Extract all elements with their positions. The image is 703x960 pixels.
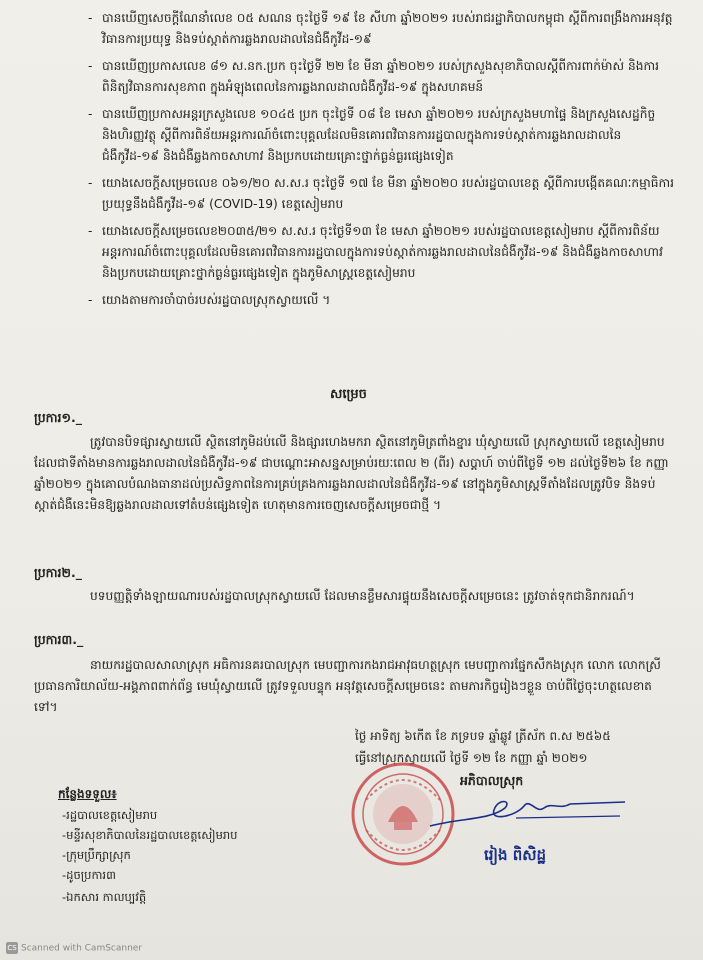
camscanner-logo-icon: CS: [7, 944, 17, 952]
article-3-body: នាយករដ្ឋបាលសាលាស្រុក អធិការនគរបាលស្រុក មេបញ្ជាការកងរាជអាវុធហត្ថស្រុក មេបញ្ជាការផ្នែកសឹកងស្រុក លោក លោកស្រី ប្រធានការិយាល័យ-អង្គភាពពាក់ព័ន្ធ មេឃុំស្វាយលើ ត្រូវទទួលបន្ទុក អនុវត្តសេចក្តីសម្រេចនេះ តាមភារកិច្ចរៀងៗខ្លួន ចាប់ពីថ្ងៃចុះហត្ថលេខាតទៅ។: [34, 658, 661, 714]
date-lunar: ថ្ងៃ អាទិត្យ ៦កើត ខែ ភទ្របទ ឆ្នាំឆ្លូវ ត្រីស័ក ព.ស ២៥៦៥: [355, 729, 611, 743]
article-2-body: បទបញ្ញត្តិទាំងឡាយណារបស់រដ្ឋបាលស្រុកស្វាយលើ ដែលមានខ្លឹមសារផ្ទុយនឹងសេចក្តីសម្រេចនេះ ត្រូវចាត់ទុកជានិរាករណ៍។: [90, 589, 635, 603]
recipient-item: -ក្រុមប្រឹក្សាស្រុក: [62, 848, 131, 862]
recipient-item: -រដ្ឋបាលខេត្តសៀមរាប: [62, 808, 158, 822]
preamble-item: - បានឃើញប្រកាសអន្តរក្រសួងលេខ ១០៤៥ ប្រក ចុះថ្ងៃទី ០៨ ខែ មេសា ឆ្នាំ២០២១ របស់ក្រសួងមហាផ្ទៃ និងក្រសួងសេដ្ឋកិច្ច និងហិរញ្ញវត្ថុ ស្តីពីការពិន័យអន្តរការណ៍ចំពោះបុគ្គលដែលមិនគោរពវិធានការរដ្ឋបាលក្នុងការទប់ស្កាត់ការឆ្លងរាលដាលនៃជំងឺកូវីដ-១៩ និងជំងឺឆ្លងកាចសាហាវ និងប្រកបដោយគ្រោះថ្នាក់ធ្ងន់ធ្ងរផ្សេងទៀត: [88, 107, 656, 163]
preamble-text: បានឃើញប្រកាសអន្តរក្រសួងលេខ ១០៤៥ ប្រក ចុះថ្ងៃទី ០៨ ខែ មេសា ឆ្នាំ២០២១ របស់ក្រសួងមហាផ្ទៃ និងក្រសួងសេដ្ឋកិច្ច និងហិរញ្ញវត្ថុ ស្តីពីការពិន័យអន្តរការណ៍ចំពោះបុគ្គលដែលមិនគោរពវិធានការរដ្ឋបាលក្នុងការទប់ស្កាត់ការឆ្លងរាលដាលនៃជំងឺកូវីដ-១៩ និងជំងឺឆ្លងកាចសាហាវ និងប្រកបដោយគ្រោះថ្នាក់ធ្ងន់ធ្ងរផ្សេងទៀត: [102, 107, 656, 163]
governor-title: អភិបាលស្រុក: [460, 773, 524, 788]
preamble-text: បានឃើញប្រកាសលេខ ៨១ ស.នក.ប្រក ចុះថ្ងៃទី ២២ ខែ មីនា ឆ្នាំ២០២១ របស់ក្រសួងសុខាភិបាលស្តីពីការពាក់ម៉ាស់ និងការពិនិត្យវិធានការសុខភាព ក្នុងអំឡុងពេលនៃការឆ្លងរាលដាលជំងឺកូវីដ-១៩ ក្នុងសហគមន៍: [102, 59, 659, 94]
preamble-item: - យោងតាមការចាំបាច់របស់រដ្ឋបាលស្រុកស្វាយលើ ។: [88, 293, 331, 307]
article-1-body: ត្រូវបានបិទផ្សារស្វាយលើ ស្ថិតនៅភូមិដប់លើ និងផ្សារហេងមករា ស្ថិតនៅភូមិត្រពាំងខ្នារ ឃុំស្វាយលើ ស្រុកស្វាយលើ ខេត្តសៀមរាប ដែលជាទីតាំងមានការឆ្លងរាលដាលនៃជំងឺកូវីដ-១៩ ជាបណ្តោះអាសន្នសម្រាប់រយៈពេល ២ (ពីរ) សប្តាហ៍ ចាប់ពីថ្ងៃទី ១២ ដល់ថ្ងៃទី២៦ ខែ កញ្ញា ឆ្នាំ២០២១ ក្នុងគោលបំណងធានាដល់ប្រសិទ្ធភាពនៃការគ្រប់គ្រងការឆ្លងរាលដាលនៃជំងឺកូវីដ-១៩ នៅក្នុងភូមិសាស្ត្រទីតាំងដែលត្រូវបិទ និងទប់ស្កាត់ជំងឺនេះមិនឱ្យឆ្លងរាលដាលទៅតំបន់ផ្សេងទៀត ហេតុមានការចេញសេចក្តីសម្រេចជាថ្មី ។: [34, 435, 669, 512]
scanner-footer-text: Scanned with CamScanner: [21, 943, 143, 954]
handwritten-signature: [420, 788, 630, 836]
governor-name: រៀង ពិសិដ្ឋ: [484, 846, 547, 864]
recipient-item: -ឯកសារ កាលប្បវត្តិ: [62, 890, 147, 904]
preamble-text: យោងសេចក្តីសម្រេចលេខ ០៦១/២០ ស.ស.រ ចុះថ្ងៃទី ១៧ ខែ មីនា ឆ្នាំ២០២០ របស់រដ្ឋបាលខេត្ត ស្តីពីការបង្កើតគណៈកម្មាធិការប្រយុទ្ធនឹងជំងឺកូវីដ-១៩ (COVID-19) ខេត្តសៀមរាប: [102, 176, 674, 211]
decision-heading: សម្រេច: [330, 387, 367, 402]
preamble-text: បានឃើញសេចក្តីណែនាំលេខ ០៥ សណន ចុះថ្ងៃទី ១៩ ខែ សីហា ឆ្នាំ២០២១ របស់រាជរដ្ឋាភិបាលកម្ពុជា ស្តីពីការពង្រឹងការអនុវត្តវិធានការប្រយុទ្ធ និងទប់ស្កាត់ការឆ្លងរាលដាលនៃជំងឺកូវីដ-១៩: [102, 11, 673, 46]
recipients-title: កន្លែងទទួល៖: [58, 787, 117, 801]
preamble-item: - យោងសេចក្តីសម្រេចលេខ ០៦១/២០ ស.ស.រ ចុះថ្ងៃទី ១៧ ខែ មីនា ឆ្នាំ២០២០ របស់រដ្ឋបាលខេត្ត ស្តីពីការបង្កើតគណៈកម្មាធិការប្រយុទ្ធនឹងជំងឺកូវីដ-១៩ (COVID-19) ខេត្តសៀមរាប: [88, 176, 674, 211]
preamble-text: យោងតាមការចាំបាច់របស់រដ្ឋបាលស្រុកស្វាយលើ ។: [102, 293, 331, 307]
article-2-label: ប្រការ២._: [34, 565, 82, 580]
preamble-text: យោងសេចក្តីសម្រេចលេខ២០៣៥/២១ ស.ស.រ ចុះថ្ងៃទី១៣ ខែ មេសា ឆ្នាំ២០២១ របស់រដ្ឋបាលខេត្តសៀមរាប ស្តីពីការពិន័យអន្តរការណ៍ចំពោះបុគ្គលដែលមិនគោរពវិធានការរដ្ឋបាលក្នុងការទប់ស្កាត់ការឆ្លងរាលដាលនៃជំងឺកូវីដ-១៩ និងជំងឺឆ្លងកាចសាហាវ និងប្រកបដោយគ្រោះថ្នាក់ធ្ងន់ធ្ងរផ្សេងទៀត ក្នុងភូមិសាស្ត្រខេត្តសៀមរាប: [102, 224, 663, 280]
recipient-item: -ដូចប្រការ៣: [62, 868, 116, 882]
scanner-footer: [6, 942, 142, 954]
article-3-label: ប្រការ៣._: [34, 632, 84, 647]
date-solar: ធ្វើនៅស្រុកស្វាយលើ ថ្ងៃទី ១២ ខែ កញ្ញា ឆ្នាំ ២០២១: [355, 751, 588, 765]
preamble-item: - បានឃើញសេចក្តីណែនាំលេខ ០៥ សណន ចុះថ្ងៃទី ១៩ ខែ សីហា ឆ្នាំ២០២១ របស់រាជរដ្ឋាភិបាលកម្ពុជា ស្តីពីការពង្រឹងការអនុវត្តវិធានការប្រយុទ្ធ និងទប់ស្កាត់ការឆ្លងរាលដាលនៃជំងឺកូវីដ-១៩: [88, 11, 673, 46]
article-1-label: ប្រការ១._: [34, 410, 82, 425]
preamble-item: - យោងសេចក្តីសម្រេចលេខ២០៣៥/២១ ស.ស.រ ចុះថ្ងៃទី១៣ ខែ មេសា ឆ្នាំ២០២១ របស់រដ្ឋបាលខេត្តសៀមរាប ស្តីពីការពិន័យអន្តរការណ៍ចំពោះបុគ្គលដែលមិនគោរពវិធានការរដ្ឋបាលក្នុងការទប់ស្កាត់ការឆ្លងរាលដាលនៃជំងឺកូវីដ-១៩ និងជំងឺឆ្លងកាចសាហាវ និងប្រកបដោយគ្រោះថ្នាក់ធ្ងន់ធ្ងរផ្សេងទៀត ក្នុងភូមិសាស្ត្រខេត្តសៀមរាប: [88, 224, 663, 280]
recipient-item: -មន្ទីរសុខាភិបាលនៃរដ្ឋបាលខេត្តសៀមរាប: [62, 828, 238, 842]
preamble-list: [88, 8, 674, 317]
preamble-item: - បានឃើញប្រកាសលេខ ៨១ ស.នក.ប្រក ចុះថ្ងៃទី ២២ ខែ មីនា ឆ្នាំ២០២១ របស់ក្រសួងសុខាភិបាលស្តីពីការពាក់ម៉ាស់ និងការពិនិត្យវិធានការសុខភាព ក្នុងអំឡុងពេលនៃការឆ្លងរាលដាលជំងឺកូវីដ-១៩ ក្នុងសហគមន៍: [88, 59, 659, 94]
